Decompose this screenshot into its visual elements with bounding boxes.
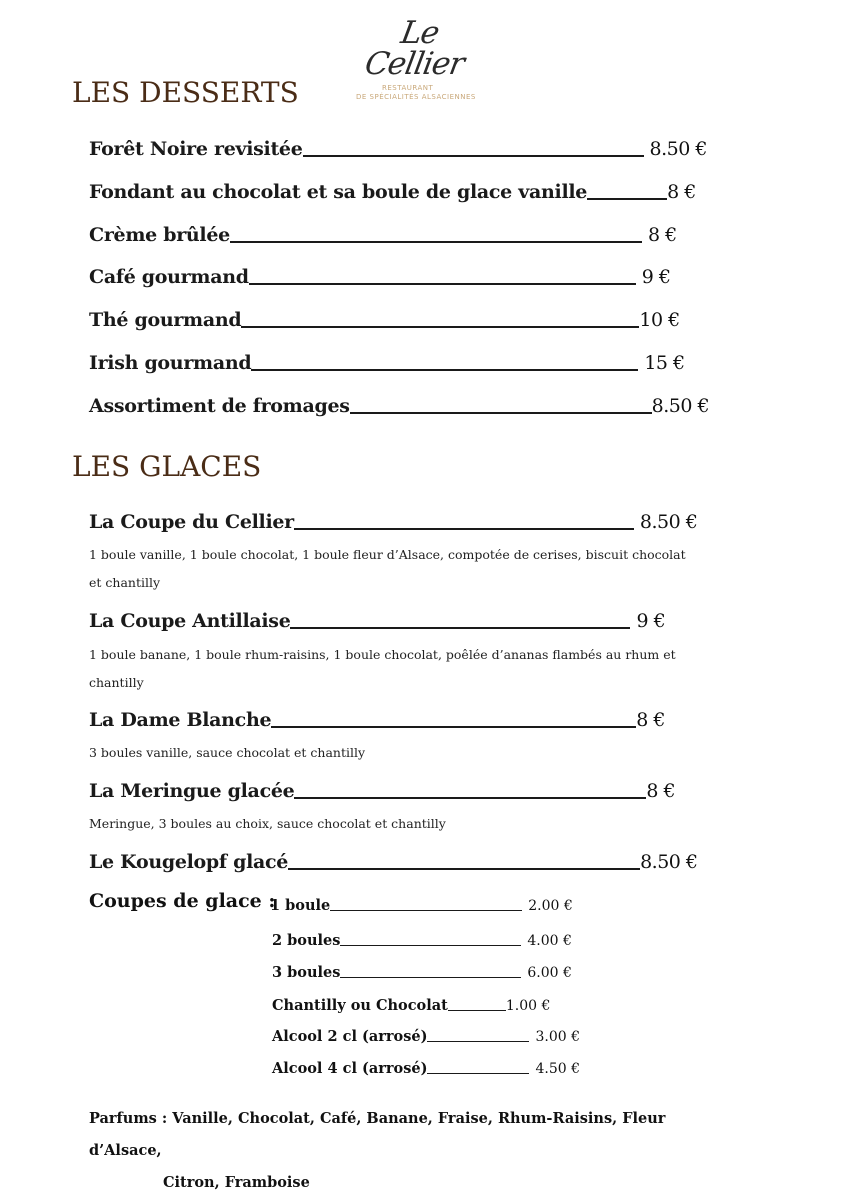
- coupe-item: [270, 894, 573, 914]
- leader-line: [271, 726, 636, 728]
- coupe-name: Alcool 2 cl (arrosé): [272, 1028, 428, 1045]
- coupes-label: Coupes de glace :: [89, 890, 276, 912]
- leader-line: [288, 868, 640, 870]
- leader-line: [427, 1073, 529, 1074]
- menu-item: [89, 220, 677, 246]
- glaces-title: LES GLACES: [72, 450, 262, 483]
- leader-line: [330, 910, 522, 911]
- coupe-price: 4.00 €: [527, 933, 572, 949]
- item-price: 10 €: [639, 309, 680, 331]
- menu-item: [89, 705, 665, 731]
- item-price: 8.50 €: [649, 138, 707, 160]
- coupe-price: 2.00 €: [528, 898, 573, 914]
- item-price: 15 €: [644, 352, 685, 374]
- item-name: Crème brûlée: [89, 224, 230, 246]
- leader-line: [340, 977, 521, 978]
- item-description: Meringue, 3 boules au choix, sauce chocolat et chantilly: [89, 816, 446, 831]
- menu-item: [89, 305, 680, 331]
- leader-line: [241, 326, 639, 328]
- coupe-name: Chantilly ou Chocolat: [272, 997, 448, 1014]
- item-name: La Coupe Antillaise: [89, 610, 291, 632]
- leader-line: [294, 528, 634, 530]
- menu-item: [89, 847, 698, 873]
- item-name: Le Kougelopf glacé: [89, 851, 289, 873]
- item-description: 1 boule banane, 1 boule rhum-raisins, 1 boule chocolat, poêlée d’ananas flambés au rhum et chantilly: [89, 647, 676, 690]
- menu-item: [89, 348, 685, 374]
- leader-line: [230, 241, 642, 243]
- menu-item: [89, 776, 675, 802]
- item-name: Fondant au chocolat et sa boule de glace vanille: [89, 181, 588, 203]
- item-name: Forêt Noire revisitée: [89, 138, 303, 160]
- item-price: 8 €: [647, 224, 677, 246]
- item-price: 9 €: [636, 610, 666, 632]
- item-price: 8 €: [646, 780, 676, 802]
- coupe-price: 6.00 €: [527, 965, 572, 981]
- coupe-price: 1.00 €: [505, 998, 551, 1014]
- leader-line: [251, 369, 638, 371]
- desserts-title: LES DESSERTS: [72, 76, 299, 109]
- coupe-item: [272, 1025, 580, 1045]
- coupe-name: 1 boule: [270, 897, 331, 914]
- logo-script: Le Cellier: [362, 15, 467, 82]
- item-price: 8.50 €: [651, 395, 710, 417]
- item-price: 9 €: [641, 266, 671, 288]
- coupe-name: 2 boules: [272, 932, 341, 949]
- item-name: Thé gourmand: [89, 309, 242, 331]
- leader-line: [303, 155, 644, 157]
- coupe-item: [272, 929, 572, 949]
- item-name: La Meringue glacée: [89, 780, 295, 802]
- item-name: Irish gourmand: [89, 352, 252, 374]
- parfums-line-2: Citron, Framboise: [163, 1174, 310, 1191]
- logo-subtitle-2: DE SPÉCIALITÉS ALSACIENNES: [356, 93, 476, 101]
- menu-item: [89, 606, 665, 632]
- item-description: 1 boule vanille, 1 boule chocolat, 1 boule fleur d’Alsace, compotée de cerises, biscuit chocolat et chantilly: [89, 547, 686, 590]
- item-price: 8 €: [667, 181, 696, 203]
- menu-item: [89, 391, 709, 417]
- item-name: Café gourmand: [89, 266, 249, 288]
- item-name: La Coupe du Cellier: [89, 511, 294, 533]
- logo-subtitle-1: RESTAURANT: [382, 84, 434, 92]
- coupe-price: 4.50 €: [535, 1061, 580, 1077]
- leader-line: [294, 797, 646, 799]
- coupe-item: [272, 1057, 580, 1077]
- leader-line: [350, 412, 652, 414]
- leader-line: [340, 945, 521, 946]
- item-name: Assortiment de fromages: [89, 395, 350, 417]
- leader-line: [448, 1010, 506, 1011]
- coupe-price: 3.00 €: [535, 1029, 580, 1045]
- leader-line: [427, 1041, 529, 1042]
- leader-line: [249, 283, 636, 285]
- item-description: 3 boules vanille, sauce chocolat et chantilly: [89, 745, 366, 760]
- coupe-item: [272, 994, 550, 1014]
- coupe-item: [272, 961, 572, 981]
- item-name: La Dame Blanche: [89, 709, 272, 731]
- menu-item: [89, 177, 696, 203]
- menu-item: [89, 262, 670, 288]
- restaurant-logo: [352, 15, 482, 102]
- menu-item: [89, 134, 707, 160]
- parfums-list: [89, 1103, 729, 1199]
- coupe-name: Alcool 4 cl (arrosé): [272, 1060, 428, 1077]
- item-price: 8.50 €: [639, 511, 698, 533]
- item-price: 8 €: [636, 709, 665, 731]
- coupe-name: 3 boules: [272, 964, 341, 981]
- menu-item: [89, 507, 697, 533]
- leader-line: [290, 627, 630, 629]
- parfums-line-1: Parfums : Vanille, Chocolat, Café, Banane, Fraise, Rhum-Raisins, Fleur d’Alsace,: [89, 1110, 666, 1159]
- leader-line: [587, 198, 667, 200]
- item-price: 8.50 €: [640, 851, 698, 873]
